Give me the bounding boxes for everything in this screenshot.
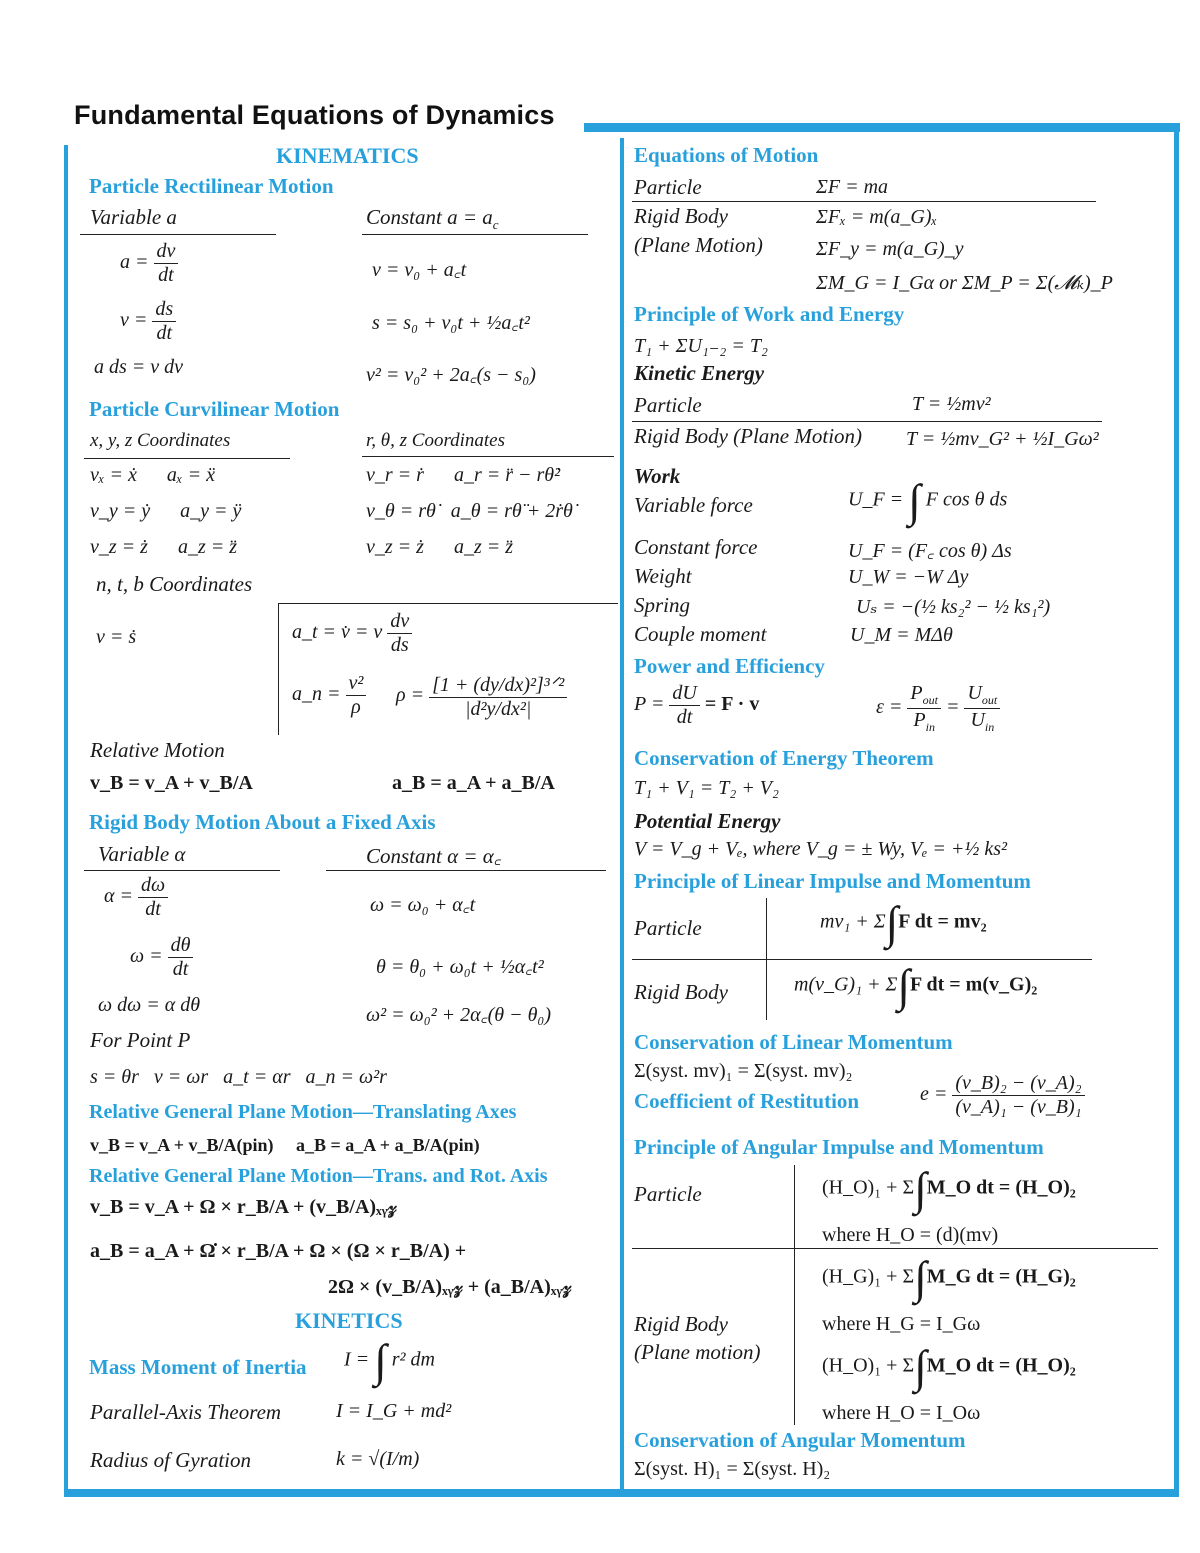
eom-particle-label: Particle [634,175,702,199]
kinematics-heading: KINEMATICS [276,143,419,168]
frame-right [1174,123,1179,1495]
angular-impulse-heading: Principle of Angular Impulse and Momentum [634,1135,1044,1159]
xyz-row-2: v_y = ẏ a_y = ÿ [90,500,242,522]
power-heading: Power and Efficiency [634,654,825,678]
integral-sign: ∫ [374,1335,387,1386]
trans-rot-heading: Relative General Plane Motion—Trans. and Rot. Axis [89,1165,548,1187]
eom-rigid-eq-1: ΣFₓ = m(a_G)ₓ [816,206,938,228]
work-energy-eq: T₁ + ΣU₁₋₂ = T₂ [634,335,768,357]
trans-rot-eq-3: 2Ω × (v_B/A)ₓᵧ𝓏 + (a_B/A)ₓᵧ𝓏 [328,1276,572,1298]
weight-label: Weight [634,564,692,588]
ntb-at: a_t = v̇ = v $\frac{dv}{ds}$ [292,610,412,657]
kinetic-energy-label: Kinetic Energy [634,361,765,385]
linear-rigid-label: Rigid Body [634,980,728,1004]
eom-rule [632,201,1096,202]
integral-sign: ∫ [897,960,911,1011]
rtz-row-3: v_z = ż a_z = z̈ [366,536,514,558]
constant-force-eq: U_F = (F꜀ cos θ) Δs [848,540,1012,562]
angular-particle-label: Particle [634,1182,702,1206]
conservation-angular-heading: Conservation of Angular Momentum [634,1428,966,1452]
conservation-angular-eq: Σ(syst. H)₁ = Σ(syst. H)₂ [634,1458,831,1480]
gyration-eq: k = √(I/m) [336,1448,420,1470]
xyz-label: x, y, z Coordinates [90,430,231,451]
fixed-axis-variable-label: Variable α [98,842,186,866]
angular-rigid-eq-2: (H_O)₁ + Σ∫M_O dt = (H_O)₂ [822,1341,1076,1392]
work-label: Work [634,464,681,488]
angular-particle-where: where H_O = (d)(mv) [822,1224,999,1246]
xyz-rule [84,458,290,459]
angular-impulse-divider [794,1165,795,1425]
rtz-row-2: v_θ = rθ̇ a_θ = rθ̈ + 2ṙθ̇ [366,500,573,522]
kinetics-heading: KINETICS [295,1308,403,1333]
eom-particle-eq: ΣF = ma [816,176,889,198]
conservation-energy-heading: Conservation of Energy Theorem [634,746,934,770]
spring-label: Spring [634,593,691,617]
potential-energy-eq: V = V_g + Vₑ, where V_g = ± Wy, Vₑ = +½ ks² [634,838,1008,860]
conservation-linear-heading: Conservation of Linear Momentum [634,1030,953,1054]
linear-impulse-rule [632,959,1092,960]
parallel-axis-eq: I = I_G + md² [336,1400,452,1422]
linear-impulse-heading: Principle of Linear Impulse and Momentum [634,869,1031,893]
curvilinear-heading: Particle Curvilinear Motion [89,397,340,421]
frame-left [64,145,68,1495]
variable-force-label: Variable force [634,493,753,517]
angular-rigid-eq-1: (H_G)₁ + Σ∫M_G dt = (H_G)₂ [822,1252,1076,1303]
eq-v-dsdt: v = $\frac{ds}{dt}$ [120,298,176,345]
integral-sign: ∫ [914,1163,927,1214]
eom-rigid-eq-3: ΣM_G = I_Gα or ΣM_P = Σ(𝓜ₖ)_P [816,272,1113,294]
trans-rot-eq-2: a_B = a_A + Ω̇ × r_B/A + Ω × (Ω × r_B/A) + [90,1240,467,1262]
trans-rot-eq-1: v_B = v_A + Ω × r_B/A + (v_B/A)ₓᵧ𝓏 [90,1196,397,1218]
integral-sign: ∫ [914,1341,927,1392]
ke-rule [632,421,1102,422]
parallel-axis-label: Parallel-Axis Theorem [90,1400,282,1424]
xyz-row-1: vₓ = ẋ aₓ = ẍ [90,464,215,486]
linear-particle-label: Particle [634,916,702,940]
eq-wdw-adtheta: ω dω = α dθ [98,994,201,1016]
eq-v-const: v = v₀ + a꜀t [372,259,467,281]
linear-particle-eq: mv₁ + Σ∫F dt = mv₂ [820,897,987,948]
gyration-label: Radius of Gyration [90,1448,251,1472]
integral-sign: ∫ [914,1252,927,1303]
ntb-label: n, t, b Coordinates [96,572,253,596]
fixed-axis-heading: Rigid Body Motion About a Fixed Axis [89,810,436,834]
angular-rigid-where-2: where H_O = I_Oω [822,1402,981,1424]
rectilinear-rule-1 [80,234,276,235]
restitution-eq: e = $\frac{\text{(v\_B)₂ − (v\_A)₂}}{\text{(v\_A)₁ − (v\_B)₁}}$ [920,1072,1085,1119]
power-eq: P = $\frac{dU}{dt}$ = F · v [634,682,760,728]
couple-moment-eq: U_M = MΔθ [850,624,953,646]
rectilinear-rule-2 [362,234,588,235]
eq-ads-vdv: a ds = v dv [94,356,184,378]
eom-rigid-label-2: (Plane Motion) [634,233,763,257]
eq-a-dvdt: a = $\frac{dv}{dt}$ [120,240,178,287]
variable-force-eq: U_F = ∫ F cos θ ds [848,475,1008,526]
eq-s-const: s = s₀ + v₀t + ½a꜀t² [372,312,530,334]
eq-theta-const: θ = θ₀ + ω₀t + ½α꜀t² [376,956,544,978]
restitution-heading: Coefficient of Restitution [634,1089,860,1113]
ntb-divider [278,603,279,735]
inertia-eq: I = ∫ r² dm [344,1335,435,1386]
ke-particle-eq: T = ½mv² [912,393,991,415]
angular-rigid-where-1: where H_G = I_Gω [822,1313,981,1335]
relative-v-eq: v_B = v_A + v_B/A [90,772,253,794]
frame-middle [620,138,624,1495]
inertia-heading: Mass Moment of Inertia [89,1355,307,1379]
linear-rigid-eq: m(v_G)₁ + Σ∫F dt = m(v_G)₂ [794,960,1038,1011]
angular-particle-eq: (H_O)₁ + Σ∫M_O dt = (H_O)₂ [822,1163,1076,1214]
efficiency-eq: ε = $\frac{P_{out}}{P_{in}}$ = $\frac{U_{out}}{U_{in}}$ [876,682,1000,735]
eq-omega-dthetadt: ω = $\frac{d\theta}{dt}$ [130,934,193,981]
fixed-axis-constant-label: Constant α = α꜀ [366,844,502,868]
couple-moment-label: Couple moment [634,622,767,646]
fixed-axis-rule-2 [326,870,606,871]
ke-rigid-label: Rigid Body (Plane Motion) [634,424,863,448]
xyz-row-3: v_z = ż a_z = z̈ [90,536,238,558]
point-p-eq: s = θr v = ωr a_t = αr a_n = ω²r [90,1066,387,1088]
potential-energy-label: Potential Energy [634,809,781,833]
ke-particle-label: Particle [634,393,702,417]
relative-a-eq: a_B = a_A + a_B/A [392,772,555,794]
point-p-label: For Point P [90,1028,191,1052]
eq-omega-const: ω = ω₀ + α꜀t [370,894,476,916]
conservation-energy-eq: T₁ + V₁ = T₂ + V₂ [634,777,779,799]
ntb-an: a_n = $\frac{\text{v²}}{\rho}$ [292,672,366,719]
fixed-axis-rule-1 [84,870,280,871]
integral-sign: ∫ [885,897,899,948]
eom-rigid-eq-2: ΣF_y = m(a_G)_y [816,238,964,260]
angular-impulse-rule [632,1248,1158,1249]
eom-rigid-label: Rigid Body [634,204,728,228]
rectilinear-constant-label: Constant $a = a_c$ [366,205,499,233]
translating-axes-eq: v_B = v_A + v_B/A(pin) a_B = a_A + a_B/A(pin) [90,1135,480,1155]
rectilinear-heading: Particle Rectilinear Motion [89,174,334,198]
conservation-linear-eq: Σ(syst. mv)₁ = Σ(syst. mv)₂ [634,1060,853,1082]
rectilinear-variable-label: Variable a [90,205,177,229]
weight-eq: U_W = −W Δy [848,566,969,588]
angular-rigid-label-2: (Plane motion) [634,1340,761,1364]
rtz-rule [362,456,614,457]
ntb-v: v = ṡ [96,626,137,648]
ntb-rho: ρ = $\frac{\text{[1 + (dy/dx)²]³ᐟ²}}{\text{|d²y/dx²|}}$ [396,672,567,721]
angular-rigid-label: Rigid Body [634,1312,728,1336]
eom-heading: Equations of Motion [634,143,819,167]
ke-rigid-eq: T = ½mv_G² + ½I_Gω² [906,428,1099,450]
rtz-label: r, θ, z Coordinates [366,430,506,451]
translating-axes-heading: Relative General Plane Motion—Translating Axes [89,1101,517,1123]
eq-omega2-const: ω² = ω₀² + 2α꜀(θ − θ₀) [366,1004,552,1026]
constant-force-label: Constant force [634,535,758,559]
eq-alpha-dwdt: α = $\frac{d\omega}{dt}$ [104,874,168,921]
relative-motion-label: Relative Motion [90,738,225,762]
work-energy-heading: Principle of Work and Energy [634,302,905,326]
title-rule [584,123,1180,132]
rtz-row-1: v_r = ṙ a_r = r̈ − rθ̇² [366,464,561,486]
ntb-rule [278,603,618,604]
page-title: Fundamental Equations of Dynamics [74,100,555,130]
spring-eq: Uₛ = −(½ ks₂² − ½ ks₁²) [856,596,1051,618]
integral-sign: ∫ [908,475,921,526]
frame-bottom [64,1489,1179,1497]
eq-v2-const: v² = v₀² + 2a꜀(s − s₀) [366,364,536,386]
